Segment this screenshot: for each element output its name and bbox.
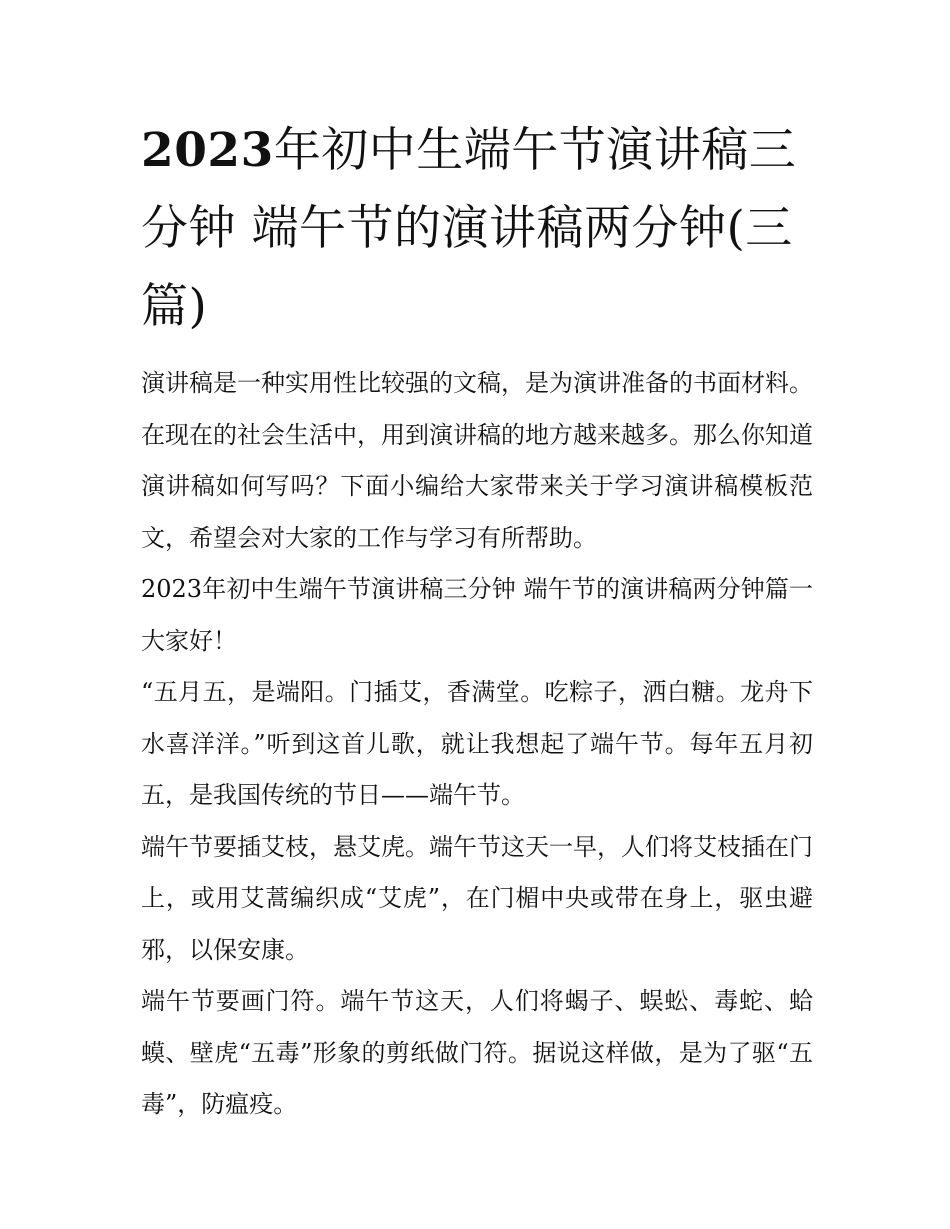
document-title xyxy=(141,112,813,346)
paragraph-intro: 演讲稿是一种实用性比较强的文稿，是为演讲准备的书面材料。在现在的社会生活中，用到演讲稿的地方越来越多。那么你知道演讲稿如何写吗？下面小编给大家带来关于学习演讲稿模板范文，希望会对大家的工作与学习有所帮助。 xyxy=(141,369,813,552)
title-text: 年初中生端午节演讲稿三分钟 端午节的演讲稿两分钟(三篇) xyxy=(141,123,797,334)
paragraph-door-charm: 端午节要画门符。端午节这天，人们将蝎子、蜈蚣、毒蛇、蛤蟆、壁虎“五毒”形象的剪纸做门符。据说这样做，是为了驱“五毒”，防瘟疫。 xyxy=(141,987,813,1118)
paragraph-section-heading: 2023年初中生端午节演讲稿三分钟 端午节的演讲稿两分钟篇一 大家好！ xyxy=(141,575,813,655)
paragraph-song: “五月五，是端阳。门插艾，香满堂。吃粽子，洒白糖。龙舟下水喜洋洋。”听到这首儿歌，就让我想起了端午节。每年五月初五，是我国传统的节日——端午节。 xyxy=(141,678,813,809)
title-year: 2023 xyxy=(141,123,274,178)
document-page xyxy=(141,112,813,1131)
paragraph-ai-custom: 端午节要插艾枝，悬艾虎。端午节这天一早，人们将艾枝插在门上，或用艾蒿编织成“艾虎”，在门楣中央或带在身上，驱虫避邪，以保安康。 xyxy=(141,832,813,964)
